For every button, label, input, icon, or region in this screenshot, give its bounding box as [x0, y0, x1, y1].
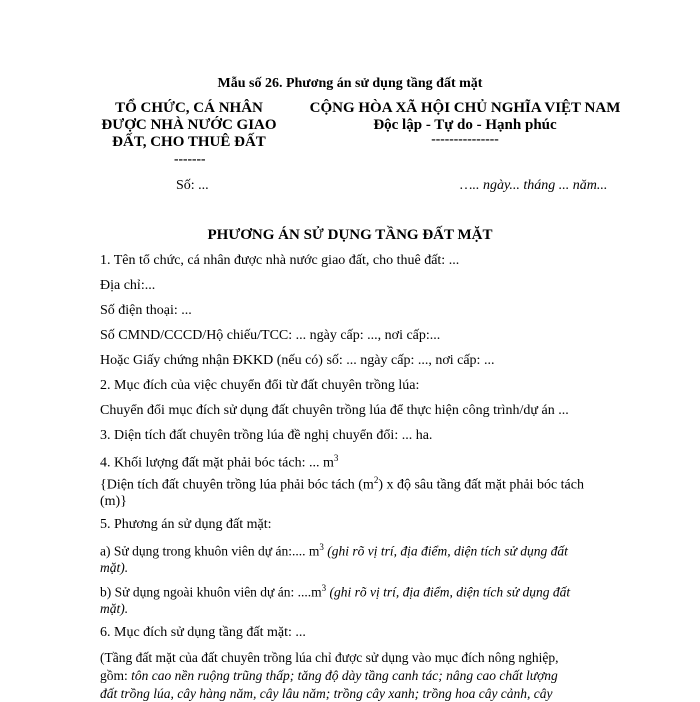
section-2-text: Chuyển đổi mục đích sử dụng đất chuyên trồng lúa để thực hiện công trình/dự án ...	[100, 403, 569, 418]
document-date: ….. ngày... tháng ... năm...	[460, 178, 608, 193]
field-business-reg: Hoặc Giấy chứng nhận ĐKKD (nếu có) số: ... ngày cấp: ..., nơi cấp: ...	[100, 353, 495, 368]
section-5a-label: a) Sử dụng trong khuôn viên dự án:.... m	[100, 543, 320, 559]
section-5b-sup: 3	[321, 583, 327, 593]
org-header-line-2: ĐƯỢC NHÀ NƯỚC GIAO	[101, 117, 277, 133]
section-6-text-2-lead: gồm:	[100, 668, 132, 683]
field-address: Địa chỉ:...	[100, 278, 156, 293]
document-title: PHƯƠNG ÁN SỬ DỤNG TẦNG ĐẤT MẶT	[207, 227, 493, 243]
section-5b-text	[100, 583, 570, 601]
section-4-formula-a: {Diện tích đất chuyên trồng lúa phải bóc tách (m	[100, 477, 374, 493]
section-6-text-1: (Tầng đất mặt của đất chuyên trồng lúa chỉ được sử dụng vào mục đích nông nghiệp,	[100, 650, 559, 665]
section-4-sup: 3	[333, 453, 339, 463]
section-5a-sup: 3	[319, 542, 324, 552]
section-6-text-2	[100, 668, 558, 684]
field-id-card: Số CMND/CCCD/Hộ chiếu/TCC: ... ngày cấp: ..., nơi cấp:...	[100, 328, 441, 343]
section-4-text	[100, 453, 338, 472]
section-2-heading: 2. Mục đích của việc chuyển đổi từ đất chuyên trồng lúa:	[100, 378, 420, 393]
section-5-heading: 5. Phương án sử dụng đất mặt:	[100, 517, 272, 532]
section-4-formula-end: (m)}	[100, 494, 127, 509]
section-3-text: 3. Diện tích đất chuyên trồng lúa đề nghị chuyển đổi: ... ha.	[100, 428, 433, 443]
field-org-name: 1. Tên tổ chức, cá nhân được nhà nước giao đất, cho thuê đất: ...	[100, 253, 460, 268]
section-4-formula	[100, 475, 584, 494]
org-header-divider: -------	[174, 151, 206, 166]
section-6-text-3: đất trồng lúa, cây hàng năm, cây lâu năm; trồng cây xanh; trồng hoa cây cảnh, cây	[100, 686, 553, 701]
org-header-line-3: ĐẤT, CHO THUÊ ĐẤT	[112, 134, 266, 150]
section-5a-note: (ghi rõ vị trí, địa điểm, diện tích sử dụng đất	[323, 543, 568, 559]
section-4-label: 4. Khối lượng đất mặt phải bóc tách: ... m	[100, 455, 334, 471]
section-5a-note-end: mặt).	[100, 560, 129, 575]
field-phone: Số điện thoại: ...	[100, 303, 192, 318]
section-4-formula-b: ) x độ sâu tầng đất mặt phải bóc tách	[378, 477, 584, 493]
section-6-heading: 6. Mục đích sử dụng tầng đất mặt: ...	[100, 625, 306, 640]
section-5b-note-end: mặt).	[100, 601, 129, 616]
national-motto: Độc lập - Tự do - Hạnh phúc	[373, 117, 557, 133]
national-title: CỘNG HÒA XÃ HỘI CHỦ NGHĨA VIỆT NAM	[309, 100, 621, 116]
org-header-line-1: TỔ CHỨC, CÁ NHÂN	[115, 100, 263, 116]
section-5a-text	[100, 542, 568, 560]
section-6-text-2-italic: tôn cao nền ruộng trũng thấp; tăng độ dày tầng canh tác; nâng cao chất lượng	[131, 668, 558, 683]
form-title: Mẫu số 26. Phương án sử dụng tầng đất mặt	[217, 76, 483, 91]
section-5b-note: (ghi rõ vị trí, địa điểm, diện tích sử dụng đất	[326, 584, 571, 600]
national-divider: ---------------	[431, 131, 499, 146]
section-5b-label: b) Sử dụng ngoài khuôn viên dự án: ....m	[100, 584, 322, 600]
document-number: Số: ...	[176, 178, 209, 193]
section-4-formula-sup: 2	[373, 475, 379, 485]
